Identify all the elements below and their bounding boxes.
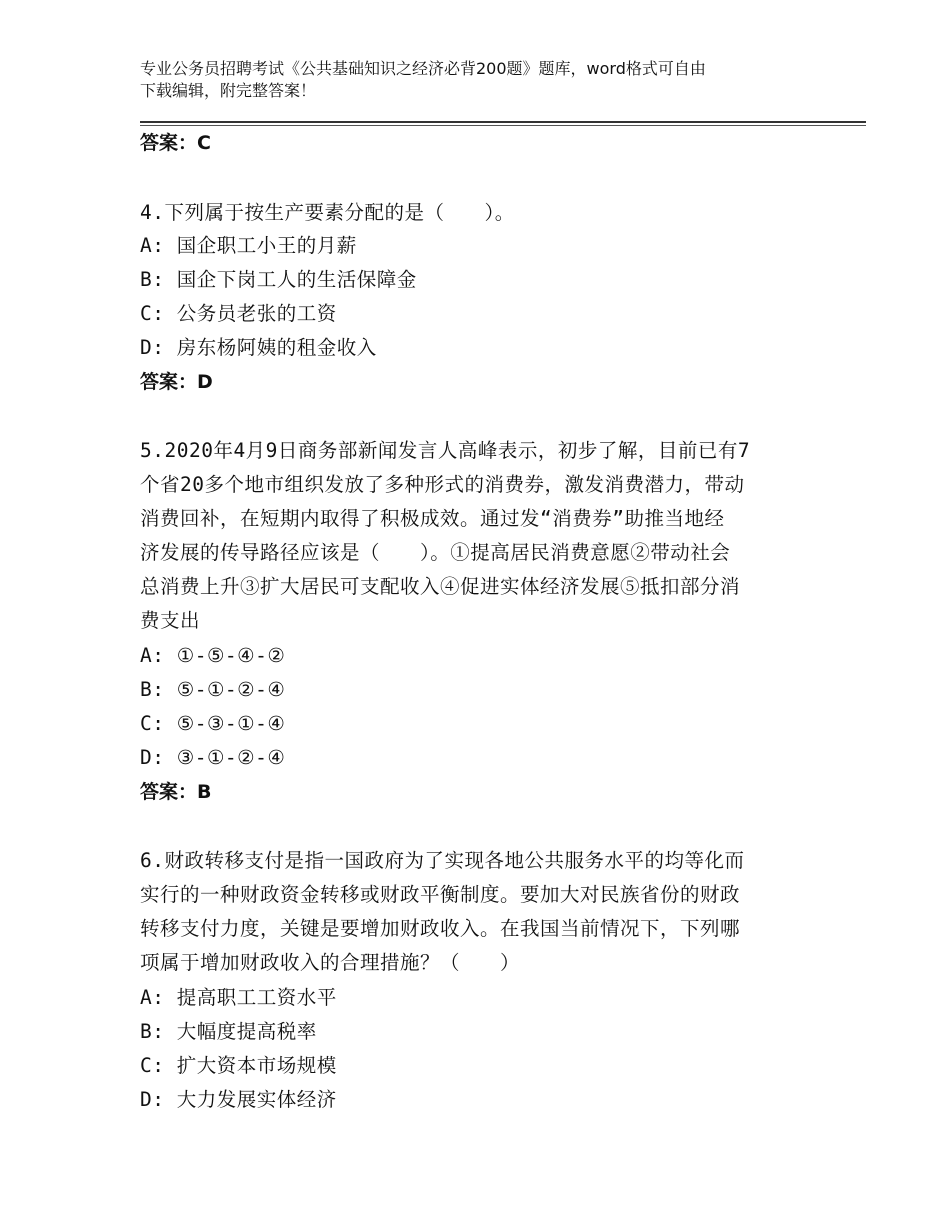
header-rule-thin <box>140 125 866 126</box>
answer-label-q5: 答案：B <box>140 781 212 803</box>
question-5-option-d: D: ③-①-②-④ <box>140 746 286 769</box>
answer-label-q4: 答案：D <box>140 371 213 393</box>
question-6-option-d: D: 大力发展实体经济 <box>140 1088 337 1111</box>
answer-label-q3: 答案：C <box>140 132 211 154</box>
question-6-option-c: C: 扩大资本市场规模 <box>140 1054 337 1077</box>
question-6-option-b: B: 大幅度提高税率 <box>140 1020 317 1043</box>
question-5-stem-line: 费支出 <box>140 609 201 632</box>
header-line-1: 专业公务员招聘考试《公共基础知识之经济必背200题》题库，word格式可自由 <box>140 59 706 78</box>
question-4-option-b: B: 国企下岗工人的生活保障金 <box>140 268 417 291</box>
question-5-stem-line: 5.2020年4月9日商务部新闻发言人高峰表示，初步了解，目前已有7 <box>140 439 751 462</box>
question-6-stem-line: 6.财政转移支付是指一国政府为了实现各地公共服务水平的均等化而 <box>140 849 745 872</box>
question-5-stem-line: 总消费上升③扩大居民可支配收入④促进实体经济发展⑤抵扣部分消 <box>140 575 741 598</box>
question-6-stem-line: 实行的一种财政资金转移或财政平衡制度。要加大对民族省份的财政 <box>140 883 741 906</box>
question-5-option-c: C: ⑤-③-①-④ <box>140 712 286 735</box>
question-4-option-a: A: 国企职工小王的月薪 <box>140 234 357 257</box>
question-6-stem <box>140 844 820 980</box>
header-rule-thick <box>140 121 866 123</box>
question-5-option-a: A: ①-⑤-④-② <box>140 644 286 667</box>
question-6-stem-line: 转移支付力度，关键是要增加财政收入。在我国当前情况下，下列哪 <box>140 917 741 940</box>
question-6-stem-line: 项属于增加财政收入的合理措施？（ ） <box>140 951 521 974</box>
question-4-option-d: D: 房东杨阿姨的租金收入 <box>140 336 377 359</box>
question-5-option-b: B: ⑤-①-②-④ <box>140 678 286 701</box>
question-5-stem-line: 个省20多个地市组织发放了多种形式的消费券，激发消费潜力，带动 <box>140 473 745 496</box>
question-4-option-c: C: 公务员老张的工资 <box>140 302 337 325</box>
question-6-option-a: A: 提高职工工资水平 <box>140 986 337 1009</box>
page-header <box>140 58 840 102</box>
question-4-stem: 4.下列属于按生产要素分配的是（ ）。 <box>140 201 515 224</box>
question-5-stem-line: 济发展的传导路径应该是（ ）。①提高居民消费意愿②带动社会 <box>140 541 731 564</box>
question-5-stem-line: 消费回补，在短期内取得了积极成效。通过发“消费券”助推当地经 <box>140 507 725 530</box>
question-5-stem <box>140 434 820 638</box>
header-line-2: 下载编辑，附完整答案！ <box>140 81 317 100</box>
